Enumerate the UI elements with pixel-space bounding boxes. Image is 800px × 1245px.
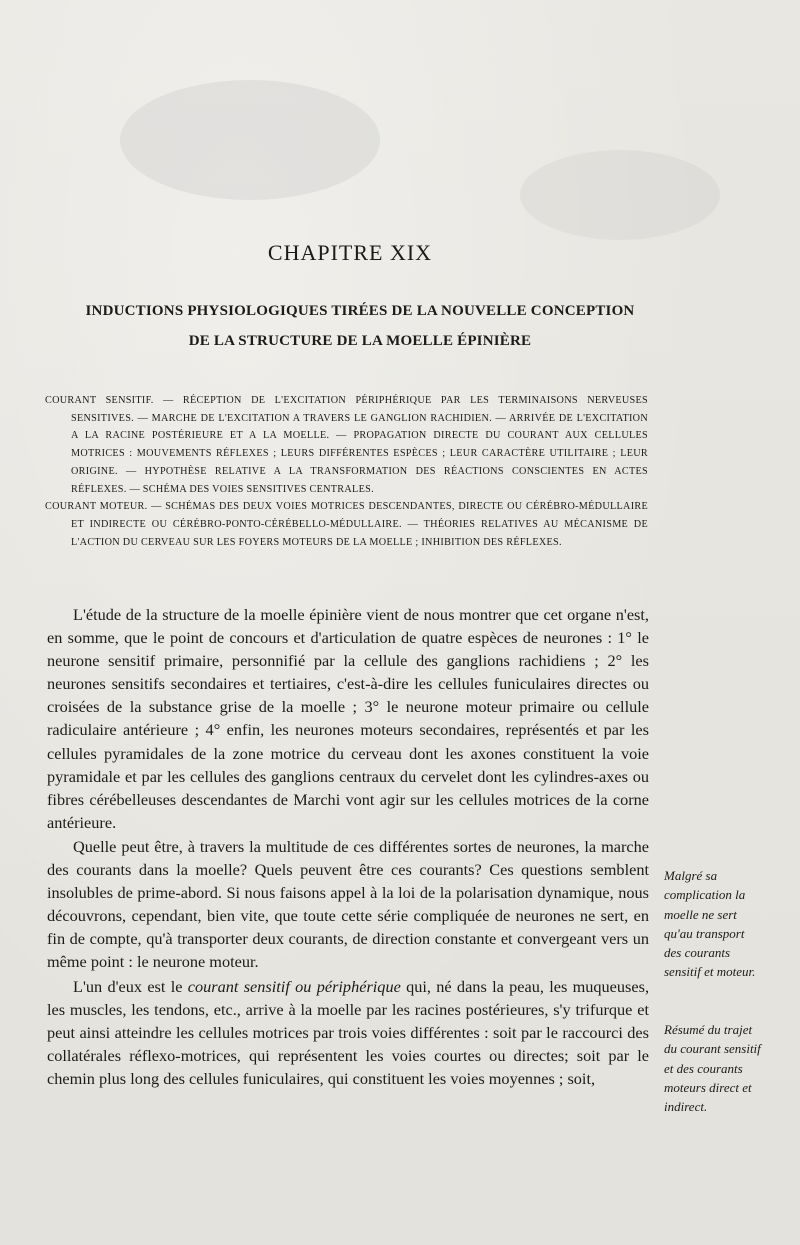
paragraph-3-start: L'un d'eux est le: [73, 976, 188, 996]
body-text: [47, 603, 649, 1090]
paper-stain: [120, 80, 380, 200]
subtitle-line: INDUCTIONS PHYSIOLOGIQUES TIRÉES DE LA NOUVELLE CONCEPTION: [85, 303, 635, 319]
summary-sensory-current: COURANT SENSITIF. — RÉCEPTION DE L'EXCITATION PÉRIPHÉRIQUE PAR LES TERMINAISONS NERVEUSES SENSITIVES. — MARCHE DE L'EXCITATION A TRAVERS LE GANGLION RACHIDIEN. — ARRIVÉE DE L'EXCITATION A LA RACINE POSTÉRIEURE ET A LA MOELLE. — PROPAGATION DIRECTE DU COURANT AUX CELLULES MOTRICES : MOUVEMENTS RÉFLEXES ; LEURS DIFFÉRENTES ESPÈCES ; LEUR CARACTÈRE UTILITAIRE ; LEUR ORIGINE. — HYPOTHÈSE RELATIVE A LA TRANSFORMATION DES RÉACTIONS CONSCIENTES EN ACTES RÉFLEXES. — SCHÉMA DES VOIES SENSITIVES CENTRALES.: [45, 395, 648, 495]
summary-motor-current: COURANT MOTEUR. — SCHÉMAS DES DEUX VOIES MOTRICES DESCENDANTES, DIRECTE OU CÉRÉBRO-MÉDULLAIRE ET INDIRECTE OU CÉRÉBRO-PONTO-CÉRÉBELLO-MÉDULLAIRE. — THÉORIES RELATIVES AU MÉCANISME DE L'ACTION DU CERVEAU SUR LES FOYERS MOTEURS DE LA MOELLE ; INHIBITION DES RÉFLEXES.: [45, 501, 648, 548]
paragraph-3-end: qui, né dans la peau, les muqueuses, les muscles, les tendons, etc., arrive à la moelle par les racines postérieures, s'y trifurque et peut ainsi atteindre les cellules motrices par trois voies différentes : soit par le raccourci des collatérales réflexo-motrices, qui représentent les voies courtes ou directes; soit par le chemin plus long des cellules funiculaires, qui constituent les voies moyennes ; soit,: [47, 976, 650, 1088]
paragraph-3-italic: courant sensitif ou périphérique: [187, 976, 401, 996]
paragraph-3: [47, 975, 649, 1090]
paragraph-2: Quelle peut être, à travers la multitude de ces différentes sortes de neurones, la marche des courants dans la moelle? Quels peuvent être ces courants? Ces questions semblent insolubles de prime-abord. Si nous faisons appel à la loi de la polarisation dynamique, nous découvrons, cependant, bien vite, que toute cette série compliquée de neurones ne sert, en fin de compte, qu'à transporter deux courants, de direction constante et convergeant vers un même point : le neurone moteur.: [47, 836, 649, 972]
chapter-title: [0, 240, 700, 266]
chapter-subtitle: [60, 296, 660, 356]
margin-note-2: Résumé du trajet du courant sensitif et des courants moteurs direct et indirect.: [664, 1022, 761, 1115]
paragraph-1: L'étude de la structure de la moelle épinière vient de nous montrer que cet organe n'est, en somme, que le point de concours et d'articulation de quatre espèces de neurones : 1° le neurone sensitif primaire, personnifié par la cellule des ganglions rachidiens ; 2° les neurones sensitifs secondaires et tertiaires, c'est-à-dire les cellules funiculaires directes ou croisées de la substance grise de la moelle ; 3° le neurone moteur primaire ou cellule radiculaire antérieure ; 4° enfin, les neurones moteurs secondaires, représentés et par les cellules pyramidales de la zone motrice du cerveau dont les axones constituent la voie pyramidale et par les cellules des ganglions centraux du cervelet dont les cylindres-axes ou fibres cérébelleuses descendantes de Marchi vont agir sur les cellules motrices de la corne antérieure.: [47, 605, 649, 832]
chapter-summary: [45, 392, 648, 551]
margin-note-1: Malgré sa complication la moelle ne sert qu'au transport des courants sensitif et moteur.: [664, 868, 756, 980]
chapter-title-text: CHAPITRE XIX: [267, 240, 433, 265]
subtitle-line: DE LA STRUCTURE DE LA MOELLE ÉPINIÈRE: [188, 333, 532, 349]
paper-stain: [520, 150, 720, 240]
